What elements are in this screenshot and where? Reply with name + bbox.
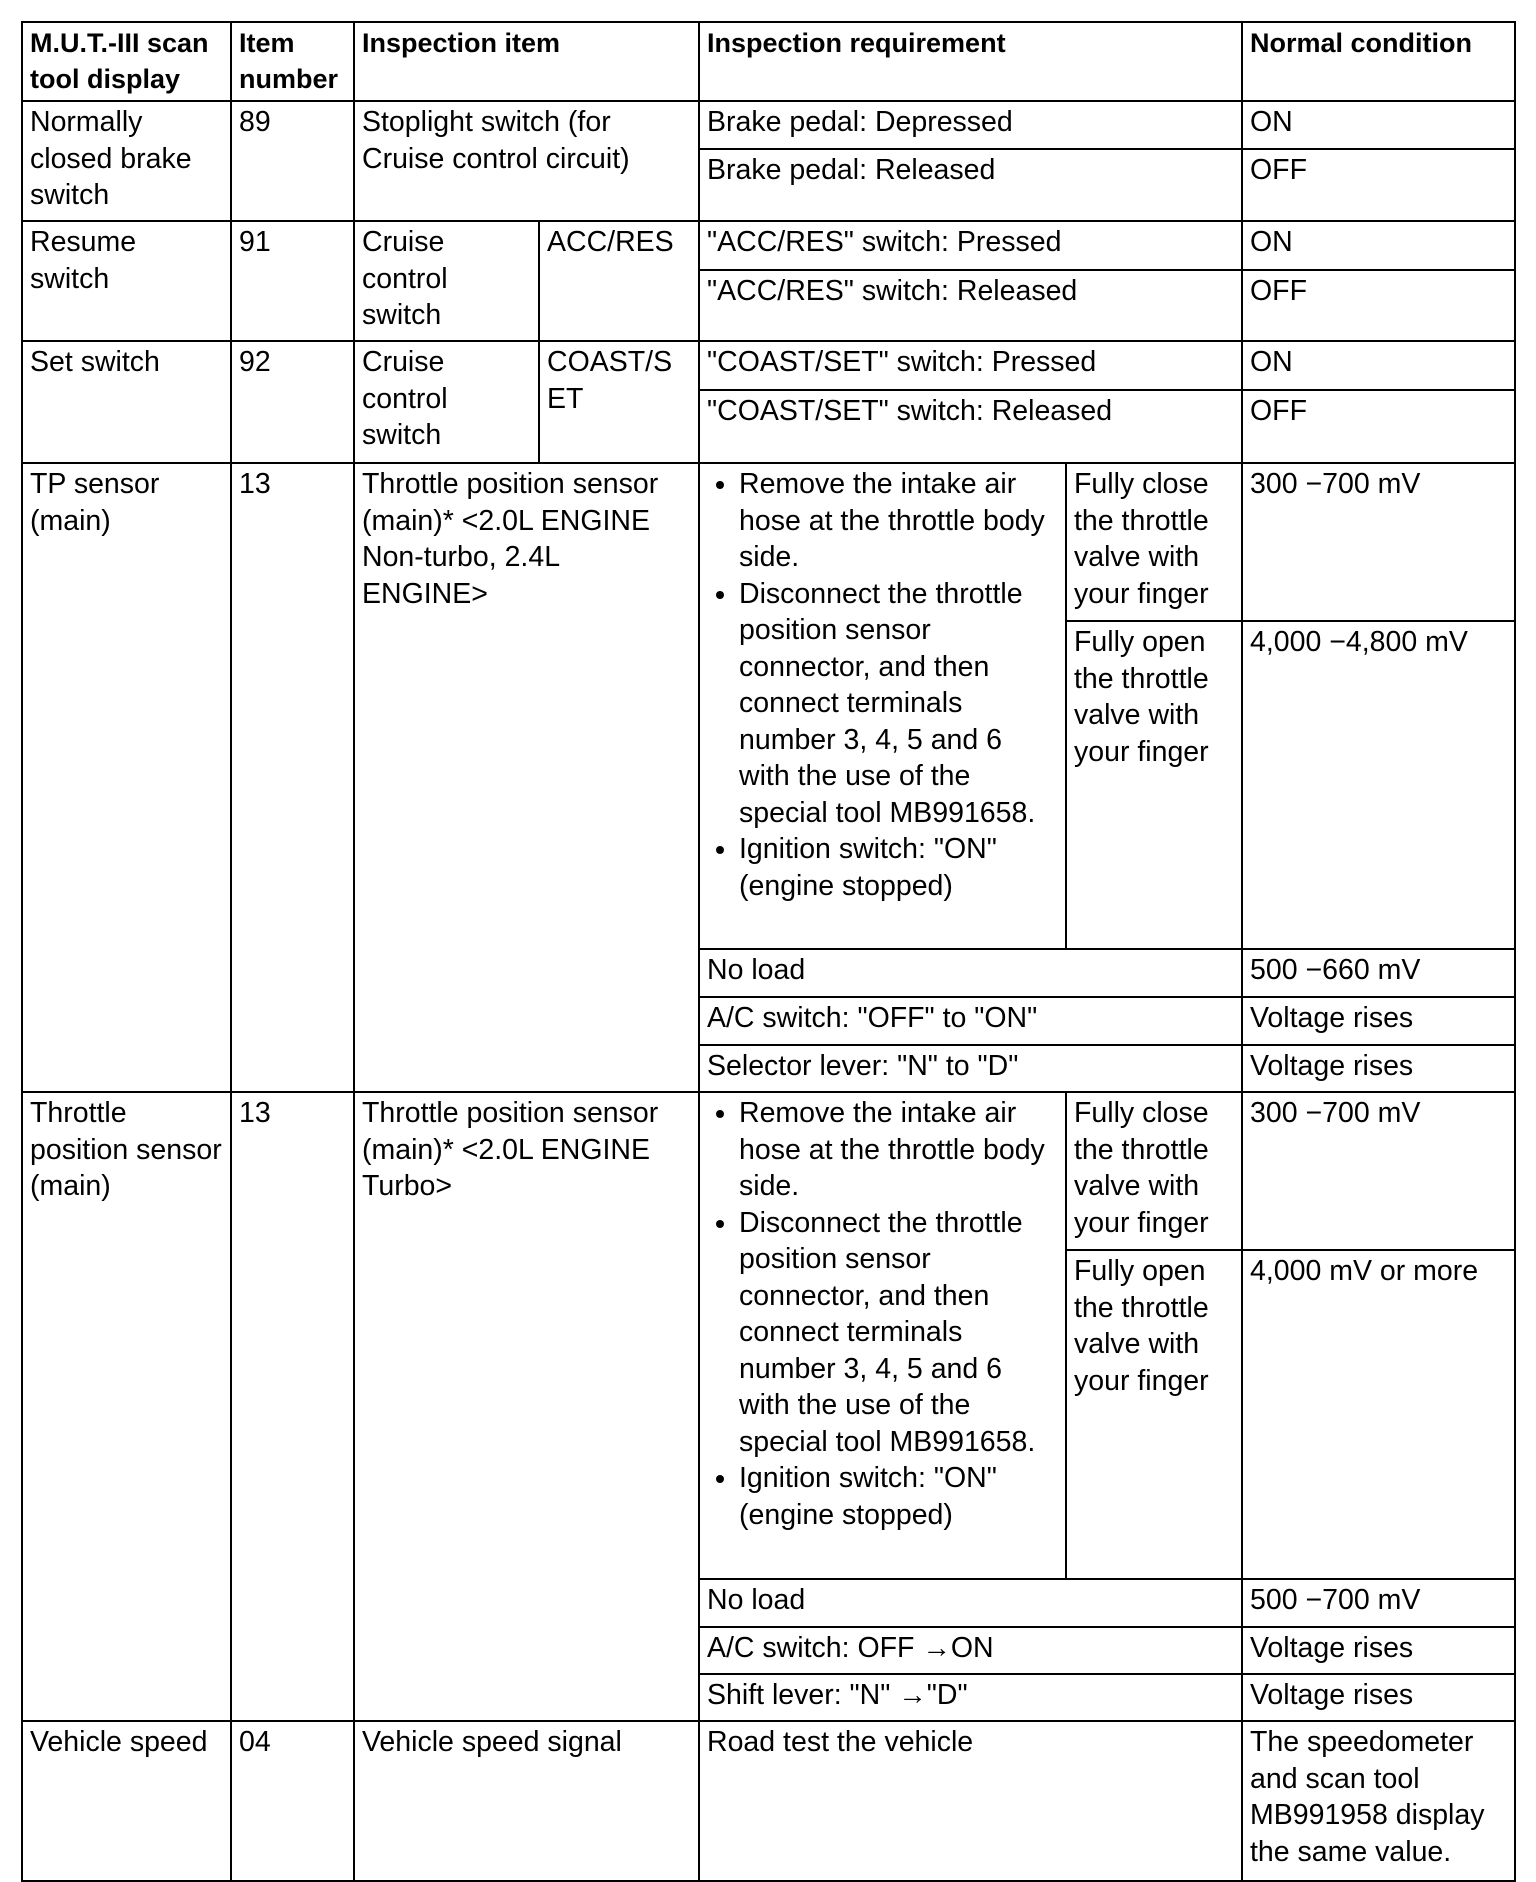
cell-number: 13 xyxy=(231,463,354,1092)
cell-bullets xyxy=(699,463,1066,949)
cell-normal: OFF xyxy=(1242,390,1515,463)
bullet-item: • Remove the intake air hose at the throttle body side. xyxy=(739,466,1058,576)
cell-item: Throttle position sensor (main)* <2.0L ENGINE Non-turbo, 2.4L ENGINE> xyxy=(354,463,699,1092)
table-row xyxy=(22,101,1515,149)
cell-requirement: A/C switch: OFF →ON xyxy=(699,1627,1242,1674)
cell-requirement: No load xyxy=(699,1579,1242,1627)
cell-normal: ON xyxy=(1242,221,1515,270)
bullet-item: • Disconnect the throttle position sensor connector, and then connect terminals number 3, 4, 5 and 6 with the use of the special tool MB991658. xyxy=(739,576,1058,832)
cell-requirement: "ACC/RES" switch: Released xyxy=(699,270,1242,341)
cell-number: 89 xyxy=(231,101,354,221)
header-row xyxy=(22,22,1515,101)
cell-normal: ON xyxy=(1242,341,1515,390)
cell-requirement: Selector lever: "N" to "D" xyxy=(699,1045,1242,1092)
cell-normal: 500 −660 mV xyxy=(1242,949,1515,997)
cell-item: Cruise control switch xyxy=(354,341,539,463)
cell-display: Normally closed brake switch xyxy=(22,101,231,221)
cell-number: 04 xyxy=(231,1721,354,1881)
cell-condition: Fully close the throttle valve with your finger xyxy=(1066,1092,1242,1250)
bullet-item: • Ignition switch: "ON" (engine stopped) xyxy=(739,1460,1058,1533)
cell-item: Throttle position sensor (main)* <2.0L ENGINE Turbo> xyxy=(354,1092,699,1721)
cell-requirement: Brake pedal: Depressed xyxy=(699,101,1242,149)
bullet-item: • Disconnect the throttle position sensor connector, and then connect terminals number 3, 4, 5 and 6 with the use of the special tool MB991658. xyxy=(739,1205,1058,1461)
cell-normal: OFF xyxy=(1242,270,1515,341)
table-row xyxy=(22,1721,1515,1881)
cell-normal: 300 −700 mV xyxy=(1242,463,1515,621)
cell-requirement: A/C switch: "OFF" to "ON" xyxy=(699,997,1242,1045)
cell-condition: Fully open the throttle valve with your finger xyxy=(1066,1250,1242,1579)
cell-item: Cruise control switch xyxy=(354,221,539,341)
cell-normal: Voltage rises xyxy=(1242,1674,1515,1721)
cell-display: TP sensor (main) xyxy=(22,463,231,1092)
table-row xyxy=(22,221,1515,270)
header-item-number: Item number xyxy=(231,22,354,101)
cell-display: Vehicle speed xyxy=(22,1721,231,1881)
cell-normal: 4,000 −4,800 mV xyxy=(1242,621,1515,949)
cell-requirement: No load xyxy=(699,949,1242,997)
cell-requirement: Shift lever: "N" →"D" xyxy=(699,1674,1242,1721)
cell-number: 13 xyxy=(231,1092,354,1721)
cell-normal: ON xyxy=(1242,101,1515,149)
header-requirement: Inspection requirement xyxy=(699,22,1242,101)
cell-subitem: COAST/SET xyxy=(539,341,699,463)
cell-requirement: "COAST/SET" switch: Pressed xyxy=(699,341,1242,390)
cell-condition: Fully close the throttle valve with your finger xyxy=(1066,463,1242,621)
cell-item: Stoplight switch (for Cruise control circuit) xyxy=(354,101,699,221)
cell-normal: Voltage rises xyxy=(1242,1045,1515,1092)
header-normal-condition: Normal condition xyxy=(1242,22,1515,101)
cell-condition: Fully open the throttle valve with your finger xyxy=(1066,621,1242,949)
cell-requirement: Brake pedal: Released xyxy=(699,149,1242,221)
table-row xyxy=(22,1092,1515,1250)
cell-subitem: ACC/RES xyxy=(539,221,699,341)
header-inspection-item: Inspection item xyxy=(354,22,699,101)
cell-normal: OFF xyxy=(1242,149,1515,221)
cell-number: 92 xyxy=(231,341,354,463)
cell-item: Vehicle speed signal xyxy=(354,1721,699,1881)
cell-normal: 300 −700 mV xyxy=(1242,1092,1515,1250)
cell-requirement: "COAST/SET" switch: Released xyxy=(699,390,1242,463)
cell-normal: The speedometer and scan tool MB991958 display the same value. xyxy=(1242,1721,1515,1881)
cell-display: Throttle position sensor (main) xyxy=(22,1092,231,1721)
header-display: M.U.T.-III scan tool display xyxy=(22,22,231,101)
cell-requirement: Road test the vehicle xyxy=(699,1721,1242,1881)
bullet-item: • Ignition switch: "ON" (engine stopped) xyxy=(739,831,1058,904)
table-row xyxy=(22,341,1515,390)
cell-normal: 500 −700 mV xyxy=(1242,1579,1515,1627)
cell-normal: 4,000 mV or more xyxy=(1242,1250,1515,1579)
inspection-table xyxy=(21,21,1516,1882)
cell-normal: Voltage rises xyxy=(1242,997,1515,1045)
cell-number: 91 xyxy=(231,221,354,341)
table-row xyxy=(22,463,1515,621)
cell-normal: Voltage rises xyxy=(1242,1627,1515,1674)
cell-requirement: "ACC/RES" switch: Pressed xyxy=(699,221,1242,270)
bullet-item: • Remove the intake air hose at the throttle body side. xyxy=(739,1095,1058,1205)
cell-display: Set switch xyxy=(22,341,231,463)
cell-display: Resume switch xyxy=(22,221,231,341)
cell-bullets xyxy=(699,1092,1066,1579)
